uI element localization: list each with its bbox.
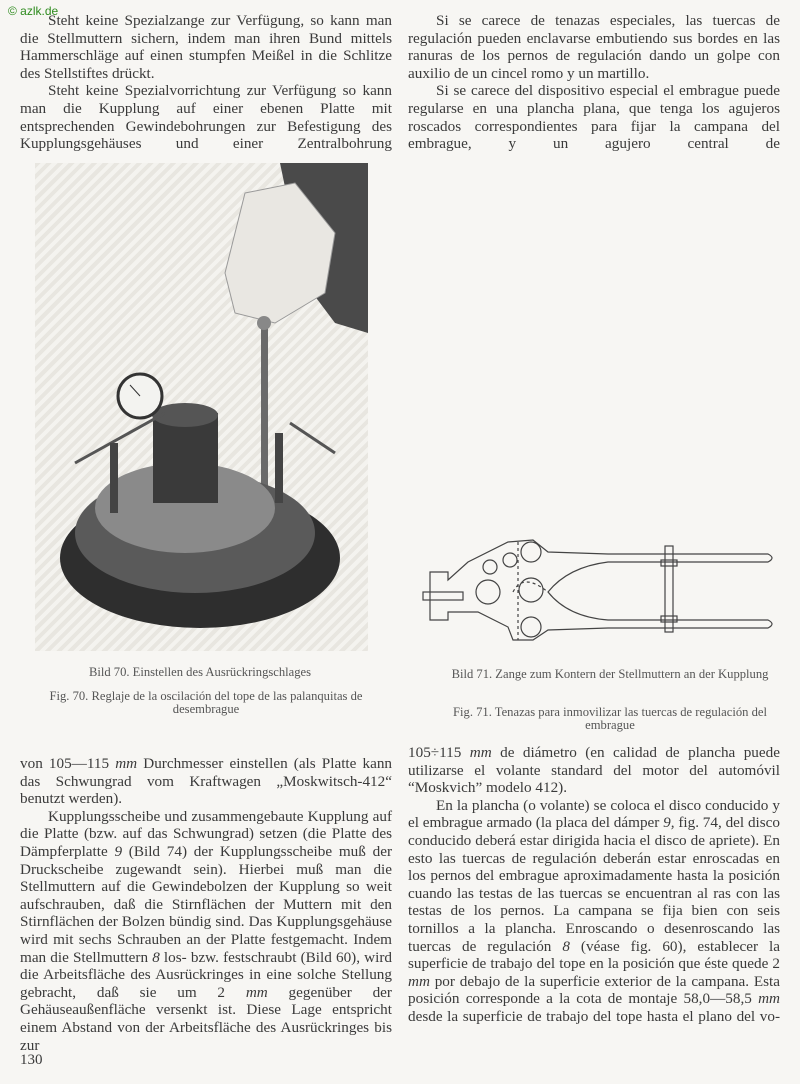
right-column-bottom [408, 744, 780, 1026]
left-column-bottom [20, 755, 392, 1054]
figure-70-caption-de: Bild 70. Einstellen des Ausrückringschlages [88, 665, 312, 679]
figure-70-photo [35, 163, 368, 651]
figure-71-caption-es: Fig. 71. Tenazas para inmovilizar las tuercas de regulación del embrague [453, 705, 767, 732]
paragraph: Steht keine Spezialzange zur Verfügung, so kann man die Stellmuttern sichern, indem man ihren Bund mittels Hammerschläge auf einen stumpfen Meißel in die Schlitze des Stellstiftes drückt. [20, 12, 392, 82]
paragraph: von 105—115 mm Durchmesser einstellen (als Platte kann das Schwungrad vom Kraftwagen „Moskwitsch-412“ benutzt werden). [20, 755, 393, 808]
pliers-drawing [418, 532, 790, 642]
page-number: 130 [20, 1052, 43, 1068]
clutch-adjustment-photo [35, 163, 368, 651]
figure-71-caption-de: Bild 71. Zange zum Kontern der Stellmuttern an der Kupplung [451, 667, 769, 681]
left-column-top [20, 12, 392, 153]
right-column-top [408, 12, 780, 153]
paragraph: En la plancha (o volante) se coloca el disco conducido y el embrague armado (la placa del dámper 9, fig. 74, del disco conducido deberá estar dirigida hacia el disco de apriete). En esto las tuercas de regulación deberán estar enroscadas en los pernos del embrague aproximadamente hasta la posición cuando las testas de las tuercas se encuentran al ras con las testas de los pernos. La campana se fija bien con seis tornillos a la plancha. Enroscando o desenroscando las tuercas de regulación 8 (véase fig. 60), establecer la superficie de trabajo del tope en la posición que éste quede 2 mm por debajo de la superficie exterior de la campana. Esta posición corresponde a la cota de montaje 58,0—58,5 mm desde la superficie de trabajo del tope hasta el plano del vo- [408, 796, 781, 1025]
paragraph: Kupplungsscheibe und zusammengebaute Kupplung auf die Platte (bzw. auf das Schwungrad) setzen (die Platte des Dämpferplatte 9 (Bild 74) der Kupplungsscheibe muß der Druckscheibe zugewandt sein). Hierbei muß man die Stellmuttern auf die Gewindebolzen der Kupplung so weit aufschrauben, daß die Stirnflächen der Muttern mit den Stirnflächen der Bolzen bündig sind. Das Kupplungsgehäuse wird mit sechs Schrauben an der Platte festgemacht. Indem man die Stellmuttern 8 los- bzw. festschraubt (Bild 60), wird die Arbeitsfläche des Ausrückringes in eine solche Stellung gebracht, daß sie um 2 mm gegenüber der Gehäuseaußenfläche versenkt ist. Diese Lage entspricht einem Abstand von der Arbeitsfläche des Ausrückringes bis zur [20, 807, 393, 1054]
paragraph: Steht keine Spezialvorrichtung zur Verfügung so kann man die Kupplung auf einer ebenen Platte mit entsprechenden Gewindebohrungen zur Befestigung des Kupplungsgehäuses und einer Zentralbohrung [20, 82, 392, 153]
paragraph: Si se carece del dispositivo especial el embrague puede regularse en una plancha plana, que tenga los agujeros roscados correspondientes para fijar la campana del embrague, y un agujero central de [408, 82, 780, 153]
figure-70-caption-es: Fig. 70. Reglaje de la oscilación del tope de las palanquitas de desembrague [49, 689, 363, 716]
figure-71-drawing [418, 532, 790, 642]
paragraph: Si se carece de tenazas especiales, las tuercas de regulación pueden enclavarse embutiendo sus bordes en las ranuras de los pernos de regulación dando un golpe con auxilio de un cincel romo y un martillo. [408, 12, 780, 82]
paragraph: 105÷115 mm de diámetro (en calidad de plancha puede utilizarse el volante standard del motor del automóvil “Moskvich” modelo 412). [408, 744, 780, 797]
watermark: © azlk.de [8, 4, 59, 18]
